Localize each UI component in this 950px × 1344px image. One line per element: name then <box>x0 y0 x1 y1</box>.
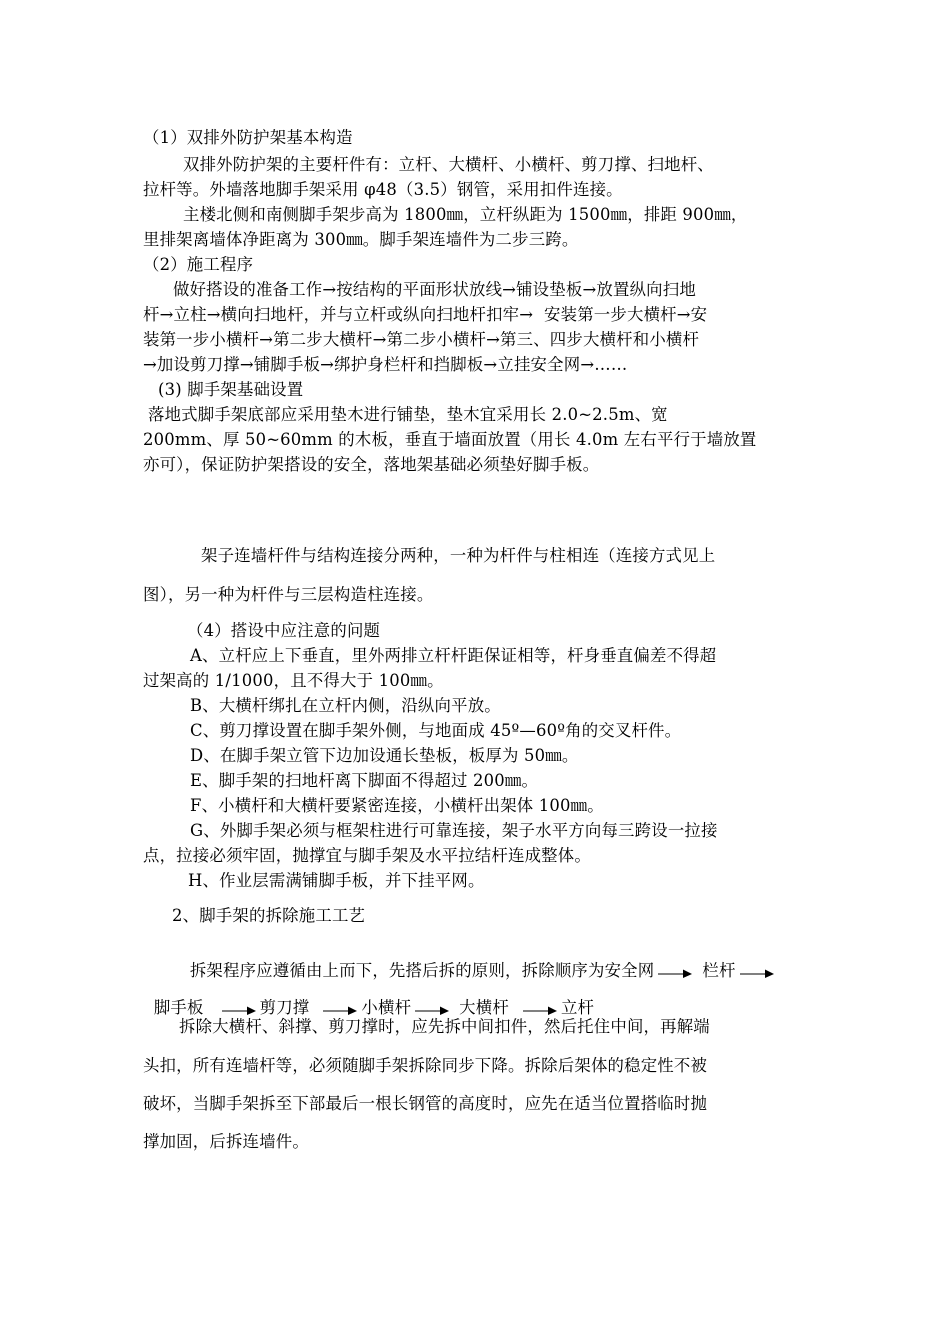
section1-line: 双排外防护架的主要杆件有：立杆、大横杆、小横杆、剪刀撑、扫地杆、 <box>183 155 714 174</box>
section1-heading: （1）双排外防护架基本构造 <box>143 128 353 147</box>
section4-item: D、在脚手架立管下边加设通长垫板，板厚为 50㎜。 <box>190 746 579 765</box>
section4-item: A、立杆应上下垂直，里外两排立杆杆距保证相等，杆身垂直偏差不得超 <box>190 646 717 665</box>
section4-item: 过架高的 1/1000，且不得大于 100㎜。 <box>143 671 444 690</box>
arrow-right-icon <box>221 1003 257 1015</box>
section4-item: E、脚手架的扫地杆离下脚面不得超过 200㎜。 <box>190 771 539 790</box>
section2-line: 装第一步小横杆→第二步大横杆→第二步小横杆→第三、四步大横杆和小横杆 <box>143 330 700 349</box>
connection-line: 图），另一种为杆件与三层构造柱连接。 <box>143 585 434 604</box>
connection-line: 架子连墙杆件与结构连接分两种，一种为杆件与柱相连（连接方式见上 <box>201 546 716 565</box>
section4-item: B、大横杆绑扎在立杆内侧，沿纵向平放。 <box>190 696 501 715</box>
sequence-step: 脚手板 <box>153 998 204 1017</box>
dismantle-sequence-intro: 拆架程序应遵循由上而下，先搭后拆的原则，拆除顺序为安全网 <box>189 961 655 980</box>
dismantle-line: 头扣，所有连墙杆等，必须随脚手架拆除同步下降。拆除后架体的稳定性不被 <box>143 1056 708 1075</box>
section1-line: 里排架离墙体净距离为 300㎜。脚手架连墙件为二步三跨。 <box>143 230 579 249</box>
section3-line: 200mm、厚 50~60mm 的木板，垂直于墙面放置（用长 4.0m 左右平行于墙放置 <box>143 430 757 449</box>
section2-line: 杆→立柱→横向扫地杆，并与立杆或纵向扫地杆扣牢→ 安装第一步大横杆→安 <box>143 305 708 324</box>
arrow-right-icon <box>322 1003 358 1015</box>
section4-item: 点，拉接必须牢固，抛撑宜与脚手架及水平拉结杆连成整体。 <box>143 846 591 865</box>
arrow-right-icon <box>414 1003 450 1015</box>
section4-item: C、剪刀撑设置在脚手架外侧，与地面成 45º—60º角的交叉杆件。 <box>190 721 682 740</box>
sequence-step: 立杆 <box>560 998 595 1017</box>
section4-item: H、作业层需满铺脚手板，并下挂平网。 <box>188 871 485 890</box>
section3-line: 亦可），保证防护架搭设的安全，落地架基础必须垫好脚手板。 <box>143 455 600 474</box>
arrow-right-icon <box>522 1003 558 1015</box>
dismantle-line: 拆除大横杆、斜撑、剪刀撑时，应先拆中间扣件，然后托住中间，再解端 <box>179 1017 710 1036</box>
section4-heading: （4）搭设中应注意的问题 <box>187 621 381 640</box>
dismantle-heading: 2、脚手架的拆除施工工艺 <box>172 906 366 925</box>
sequence-step: 小横杆 <box>361 998 412 1017</box>
arrow-right-icon <box>657 966 693 978</box>
section1-line: 主楼北侧和南侧脚手架步高为 1800㎜，立杆纵距为 1500㎜，排距 900㎜， <box>183 205 748 224</box>
dismantle-line: 撑加固，后拆连墙件。 <box>143 1132 309 1151</box>
section4-item: G、外脚手架必须与框架柱进行可靠连接，架子水平方向每三跨设一拉接 <box>190 821 718 840</box>
dismantle-line: 破坏，当脚手架拆至下部最后一根长钢管的高度时，应先在适当位置搭临时抛 <box>143 1094 708 1113</box>
section4-item: F、小横杆和大横杆要紧密连接，小横杆出架体 100㎜。 <box>190 796 604 815</box>
section2-line: →加设剪刀撑→铺脚手板→绑护身栏杆和挡脚板→立挂安全网→…… <box>143 355 628 374</box>
sequence-step: 栏杆 <box>702 961 736 980</box>
sequence-step: 大横杆 <box>459 998 509 1017</box>
section2-line: 做好搭设的准备工作→按结构的平面形状放线→铺设垫板→放置纵向扫地 <box>173 280 696 299</box>
section1-line: 拉杆等。外墙落地脚手架采用 φ48（3.5）钢管，采用扣件连接。 <box>143 180 623 199</box>
section2-heading: （2）施工程序 <box>143 255 254 274</box>
dismantle-sequence-line-2 <box>143 978 594 1018</box>
section3-heading: (3) 脚手架基础设置 <box>158 380 304 399</box>
arrow-right-icon <box>739 966 775 978</box>
section3-line: 落地式脚手架底部应采用垫木进行铺垫，垫木宜采用长 2.0~2.5m、宽 <box>148 405 668 424</box>
sequence-step: 剪刀撑 <box>259 998 310 1017</box>
dismantle-sequence-line-1 <box>179 941 778 981</box>
